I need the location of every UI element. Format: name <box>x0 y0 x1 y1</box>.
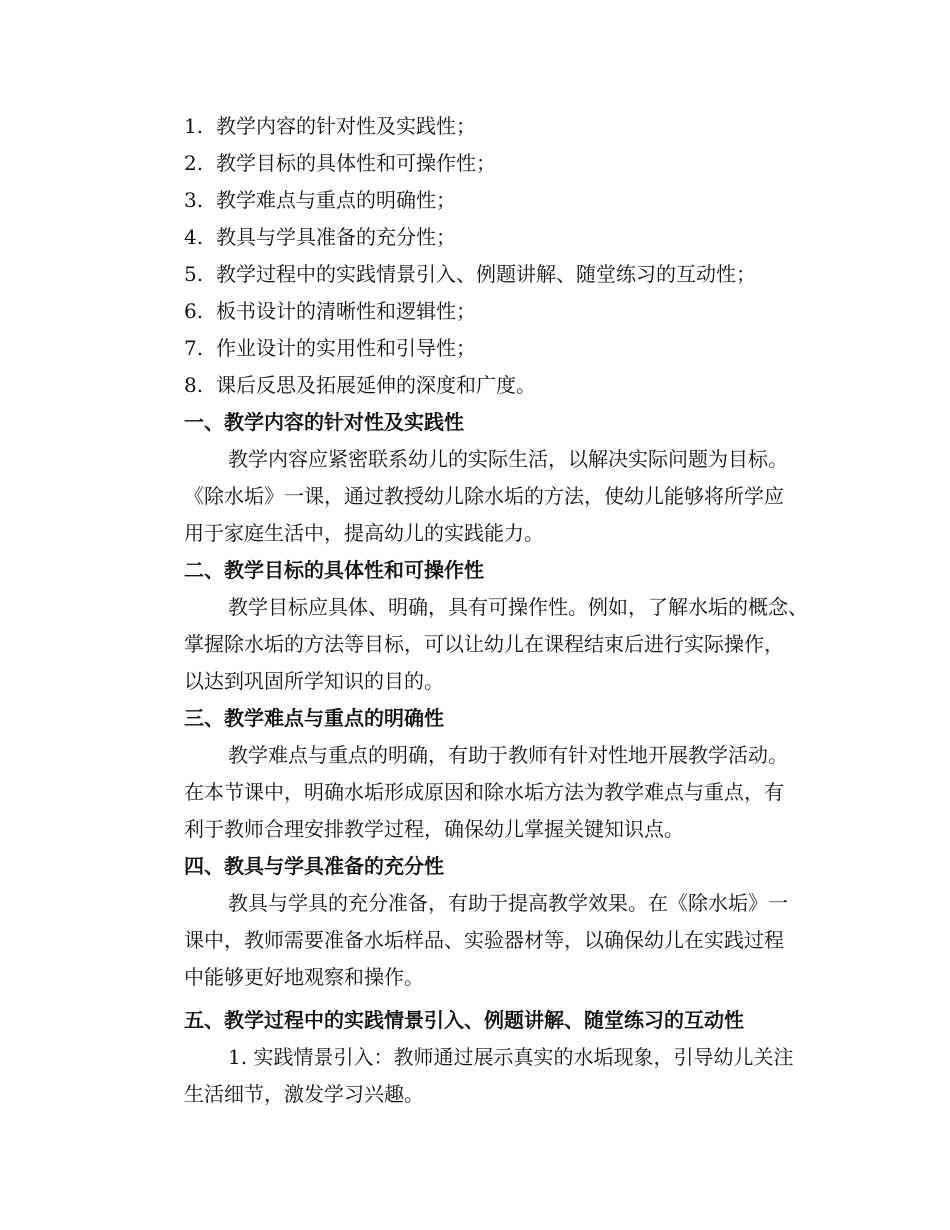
list-item-number: 3. <box>184 188 204 212</box>
list-item <box>140 367 810 404</box>
section-heading: 四、教具与学具准备的充分性 <box>184 854 444 878</box>
list-item-number: 8. <box>184 373 204 397</box>
list-item-text: 教学过程中的实践情景引入、例题讲解、随堂练习的互动性； <box>216 262 756 286</box>
section-goals <box>140 552 810 700</box>
list-item <box>140 293 810 330</box>
section-heading: 二、教学目标的具体性和可操作性 <box>184 558 484 582</box>
list-item <box>140 256 810 293</box>
section-paragraph <box>140 441 810 552</box>
paragraph-line: 生活细节，激发学习兴趣。 <box>184 1082 424 1106</box>
list-item-number: 6. <box>184 299 204 323</box>
paragraph-line: 利于教师合理安排教学过程，确保幼儿掌握关键知识点。 <box>184 817 684 841</box>
list-item-text: 课后反思及拓展延伸的深度和广度。 <box>216 373 536 397</box>
section-materials <box>140 848 810 996</box>
paragraph-line: 在本节课中，明确水垢形成原因和除水垢方法为教学难点与重点，有 <box>184 780 784 804</box>
list-item-number: 4. <box>184 225 204 249</box>
list-item <box>140 330 810 367</box>
section-paragraph <box>140 885 810 996</box>
criteria-list <box>140 108 810 404</box>
list-item <box>140 108 810 145</box>
list-item-number: 5. <box>184 262 204 286</box>
list-item-number: 1. <box>184 114 204 138</box>
paragraph-line: 课中，教师需要准备水垢样品、实验器材等，以确保幼儿在实践过程 <box>184 928 784 952</box>
section-heading: 一、教学内容的针对性及实践性 <box>184 410 464 434</box>
list-item-number: 2. <box>184 151 204 175</box>
section-paragraph <box>140 589 810 700</box>
section-paragraph <box>140 1039 810 1113</box>
section-content <box>140 404 810 552</box>
paragraph-line: 1. 实践情景引入：教师通过展示真实的水垢现象，引导幼儿关注 <box>228 1045 794 1069</box>
section-process <box>140 1002 810 1113</box>
list-item <box>140 145 810 182</box>
paragraph-line: 用于家庭生活中，提高幼儿的实践能力。 <box>184 521 544 545</box>
paragraph-line: 教具与学具的充分准备，有助于提高教学效果。在《除水垢》一 <box>228 891 788 915</box>
list-item-number: 7. <box>184 336 204 360</box>
list-item <box>140 182 810 219</box>
paragraph-line: 教学难点与重点的明确，有助于教师有针对性地开展教学活动。 <box>228 743 788 767</box>
paragraph-line: 中能够更好地观察和操作。 <box>184 965 424 989</box>
list-item-text: 教具与学具准备的充分性； <box>216 225 456 249</box>
list-item-text: 作业设计的实用性和引导性； <box>216 336 476 360</box>
list-item-text: 教学目标的具体性和可操作性； <box>216 151 496 175</box>
list-item-text: 板书设计的清晰性和逻辑性； <box>216 299 476 323</box>
document-body <box>140 108 810 1113</box>
section-heading: 三、教学难点与重点的明确性 <box>184 706 444 730</box>
section-key-points <box>140 700 810 848</box>
paragraph-line: 教学内容应紧密联系幼儿的实际生活，以解决实际问题为目标。 <box>228 447 788 471</box>
list-item-text: 教学难点与重点的明确性； <box>216 188 456 212</box>
list-item-text: 教学内容的针对性及实践性； <box>216 114 476 138</box>
paragraph-line: 《除水垢》一课，通过教授幼儿除水垢的方法，使幼儿能够将所学应 <box>184 484 784 508</box>
paragraph-line: 教学目标应具体、明确，具有可操作性。例如，了解水垢的概念、 <box>228 595 808 619</box>
list-item <box>140 219 810 256</box>
section-heading: 五、教学过程中的实践情景引入、例题讲解、随堂练习的互动性 <box>184 1008 744 1032</box>
section-paragraph <box>140 737 810 848</box>
paragraph-line: 以达到巩固所学知识的目的。 <box>184 669 444 693</box>
paragraph-line: 掌握除水垢的方法等目标，可以让幼儿在课程结束后进行实际操作， <box>184 632 784 656</box>
